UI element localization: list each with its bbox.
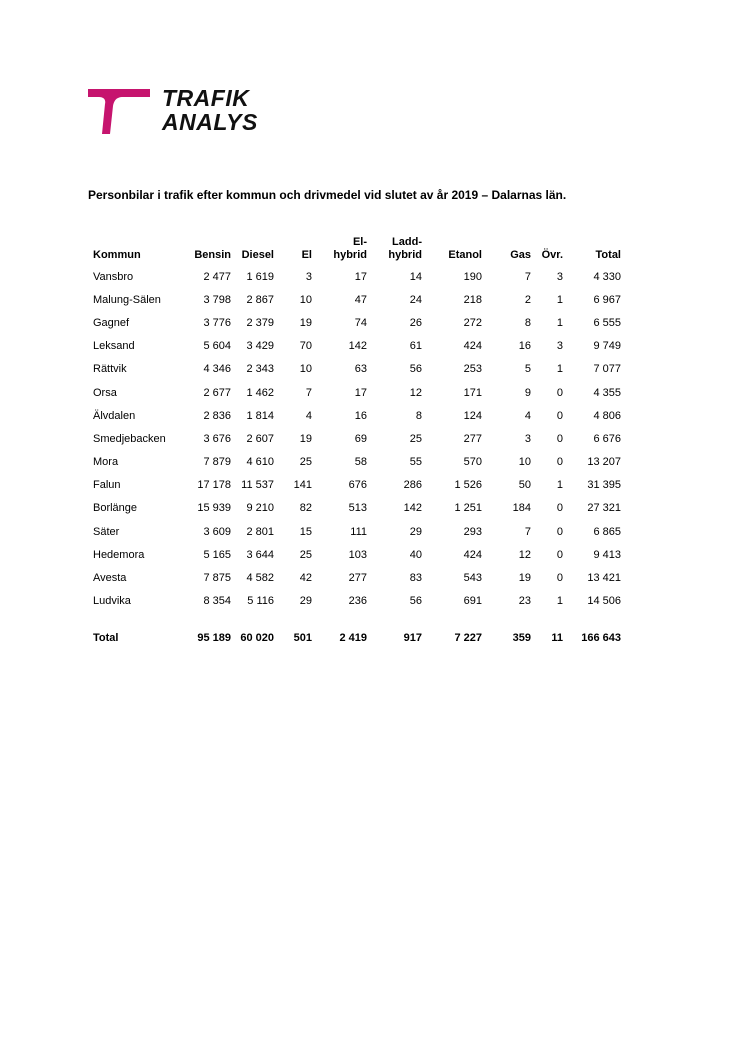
value-cell: 26 [409, 316, 422, 329]
value-cell: 11 537 [241, 479, 274, 492]
value-cell: 47 [354, 293, 367, 306]
kommun-cell: Smedjebacken [93, 432, 166, 445]
value-cell: 3 798 [203, 293, 231, 306]
value-cell: 12 [518, 548, 531, 561]
value-cell: 25 [299, 548, 312, 561]
value-cell: 272 [463, 316, 482, 329]
value-cell: 111 [350, 525, 367, 538]
value-cell: 7 077 [593, 363, 621, 376]
kommun-cell: Säter [93, 525, 120, 538]
value-cell: 9 749 [593, 340, 621, 353]
value-cell: 4 355 [593, 386, 621, 399]
value-cell: 25 [299, 456, 312, 469]
value-cell: 82 [299, 502, 312, 515]
value-cell: 141 [293, 479, 312, 492]
kommun-cell: Älvdalen [93, 409, 136, 422]
value-cell: 95 189 [197, 632, 231, 645]
value-cell: 917 [403, 632, 422, 645]
value-cell: 1 [556, 316, 563, 329]
value-cell: 1 619 [246, 270, 274, 283]
value-cell: 14 [409, 270, 422, 283]
value-cell: 5 165 [203, 548, 231, 561]
value-cell: 3 [305, 270, 312, 283]
value-cell: 56 [409, 363, 422, 376]
value-cell: 286 [403, 479, 422, 492]
value-cell: 691 [463, 595, 482, 608]
value-cell: 14 506 [587, 595, 621, 608]
value-cell: 3 776 [203, 316, 231, 329]
table-row [88, 566, 621, 589]
value-cell: 4 806 [593, 409, 621, 422]
value-cell: 8 [415, 409, 422, 422]
kommun-cell: Rättvik [93, 363, 127, 376]
value-cell: 1 [556, 479, 563, 492]
value-cell: 9 [524, 386, 531, 399]
logo-mark-icon [88, 86, 154, 136]
kommun-cell: Borlänge [93, 502, 138, 515]
table-row [88, 520, 621, 543]
value-cell: 29 [299, 595, 312, 608]
col-header-diesel: Diesel [241, 249, 274, 261]
value-cell: 4 330 [593, 270, 621, 283]
logo-line-1: TRAFIK [162, 85, 250, 111]
table-row [88, 288, 621, 311]
value-cell: 8 [524, 316, 531, 329]
value-cell: 5 604 [203, 340, 231, 353]
kommun-cell: Leksand [93, 340, 135, 353]
value-cell: 424 [463, 340, 482, 353]
logo-wordmark [162, 86, 258, 134]
value-cell: 184 [512, 502, 531, 515]
value-cell: 7 879 [203, 456, 231, 469]
logo-line-2: ANALYS [162, 109, 258, 135]
value-cell: 16 [518, 340, 531, 353]
value-cell: 70 [299, 340, 312, 353]
kommun-cell: Gagnef [93, 316, 130, 329]
value-cell: 9 210 [246, 502, 274, 515]
value-cell: 3 [556, 340, 563, 353]
value-cell: 3 429 [246, 340, 274, 353]
value-cell: 31 395 [587, 479, 621, 492]
value-cell: 0 [556, 548, 563, 561]
value-cell: 2 801 [246, 525, 274, 538]
value-cell: 69 [354, 432, 367, 445]
value-cell: 2 477 [203, 270, 231, 283]
col-header-total: Total [595, 249, 621, 261]
table-row [88, 311, 621, 334]
value-cell: 9 413 [593, 548, 621, 561]
value-cell: 1 814 [246, 409, 274, 422]
value-cell: 27 321 [587, 502, 621, 515]
value-cell: 6 865 [593, 525, 621, 538]
value-cell: 0 [556, 409, 563, 422]
value-cell: 2 607 [246, 432, 274, 445]
value-cell: 13 207 [587, 456, 621, 469]
value-cell: 0 [556, 386, 563, 399]
value-cell: 40 [409, 548, 422, 561]
table-row [88, 381, 621, 404]
value-cell: 1 [556, 363, 563, 376]
value-cell: 2 379 [246, 316, 274, 329]
kommun-cell: Mora [93, 456, 119, 469]
value-cell: 50 [518, 479, 531, 492]
value-cell: 3 [556, 270, 563, 283]
value-cell: 253 [463, 363, 482, 376]
value-cell: 2 [524, 293, 531, 306]
value-cell: 17 [354, 386, 367, 399]
table-header-row [88, 236, 621, 265]
col-header-bensin: Bensin [194, 249, 231, 261]
value-cell: 676 [348, 479, 367, 492]
value-cell: 6 555 [593, 316, 621, 329]
value-cell: 2 419 [339, 632, 367, 645]
kommun-cell: Falun [93, 479, 121, 492]
value-cell: 2 343 [246, 363, 274, 376]
value-cell: 19 [518, 572, 531, 585]
value-cell: 293 [463, 525, 482, 538]
value-cell: 42 [299, 572, 312, 585]
kommun-cell: Orsa [93, 386, 117, 399]
value-cell: 5 [524, 363, 531, 376]
table-body [88, 265, 621, 650]
value-cell: 15 [299, 525, 312, 538]
value-cell: 424 [463, 548, 482, 561]
value-cell: 60 020 [240, 632, 274, 645]
value-cell: 2 677 [203, 386, 231, 399]
value-cell: 142 [348, 340, 367, 353]
value-cell: 0 [556, 456, 563, 469]
table-row [88, 590, 621, 613]
trafikanalys-logo [88, 86, 268, 138]
value-cell: 61 [409, 340, 422, 353]
col-header-el: El [301, 249, 312, 261]
value-cell: 5 116 [247, 595, 274, 608]
value-cell: 190 [463, 270, 482, 283]
value-cell: 7 [305, 386, 312, 399]
value-cell: 359 [512, 632, 531, 645]
value-cell: 23 [518, 595, 531, 608]
col-header-laddhybrid: Ladd- hybrid [388, 236, 422, 261]
value-cell: 17 [354, 270, 367, 283]
value-cell: 3 [524, 432, 531, 445]
value-cell: 171 [463, 386, 482, 399]
value-cell: 1 [556, 293, 563, 306]
value-cell: 58 [354, 456, 367, 469]
value-cell: 166 643 [581, 632, 621, 645]
kommun-cell: Hedemora [93, 548, 145, 561]
value-cell: 10 [299, 293, 312, 306]
value-cell: 3 609 [203, 525, 231, 538]
col-header-gas: Gas [510, 249, 531, 261]
value-cell: 501 [293, 632, 312, 645]
table-row [88, 265, 621, 288]
value-cell: 277 [348, 572, 367, 585]
value-cell: 7 875 [203, 572, 231, 585]
value-cell: 0 [556, 525, 563, 538]
value-cell: 1 [556, 595, 563, 608]
value-cell: 15 939 [197, 502, 231, 515]
value-cell: 142 [403, 502, 422, 515]
value-cell: 63 [354, 363, 367, 376]
value-cell: 0 [556, 502, 563, 515]
value-cell: 7 [524, 270, 531, 283]
table-row [88, 474, 621, 497]
value-cell: 103 [348, 548, 367, 561]
value-cell: 124 [463, 409, 482, 422]
value-cell: 8 354 [203, 595, 231, 608]
value-cell: 4 [524, 409, 531, 422]
table-row [88, 427, 621, 450]
value-cell: 218 [463, 293, 482, 306]
value-cell: 277 [463, 432, 482, 445]
value-cell: 1 462 [246, 386, 274, 399]
value-cell: 19 [299, 316, 312, 329]
value-cell: 12 [409, 386, 422, 399]
value-cell: 7 [524, 525, 531, 538]
kommun-cell: Total [93, 632, 119, 645]
col-header-elhybrid: El- hybrid [333, 236, 367, 261]
kommun-cell: Ludvika [93, 595, 131, 608]
value-cell: 24 [409, 293, 422, 306]
value-cell: 10 [518, 456, 531, 469]
total-row [88, 627, 621, 650]
value-cell: 1 251 [454, 502, 482, 515]
value-cell: 0 [556, 432, 563, 445]
col-header-kommun: Kommun [93, 249, 141, 261]
value-cell: 10 [299, 363, 312, 376]
value-cell: 83 [409, 572, 422, 585]
value-cell: 3 676 [203, 432, 231, 445]
value-cell: 11 [551, 632, 563, 645]
table-row [88, 358, 621, 381]
value-cell: 570 [463, 456, 482, 469]
value-cell: 4 [305, 409, 312, 422]
kommun-cell: Malung-Sälen [93, 293, 161, 306]
value-cell: 236 [348, 595, 367, 608]
value-cell: 16 [354, 409, 367, 422]
value-cell: 7 227 [454, 632, 482, 645]
value-cell: 0 [556, 572, 563, 585]
col-header-etanol: Etanol [448, 249, 482, 261]
table-row [88, 404, 621, 427]
value-cell: 513 [348, 502, 367, 515]
value-cell: 13 421 [587, 572, 621, 585]
value-cell: 543 [463, 572, 482, 585]
table-row [88, 451, 621, 474]
col-header-ovr: Övr. [541, 249, 563, 261]
value-cell: 3 644 [246, 548, 274, 561]
spacer-cell [88, 613, 621, 627]
kommun-cell: Avesta [93, 572, 127, 585]
vehicles-table [88, 236, 621, 650]
value-cell: 19 [299, 432, 312, 445]
table-row [88, 335, 621, 358]
value-cell: 4 346 [203, 363, 231, 376]
value-cell: 2 867 [246, 293, 274, 306]
table-row [88, 497, 621, 520]
value-cell: 25 [409, 432, 422, 445]
value-cell: 6 676 [593, 432, 621, 445]
value-cell: 29 [409, 525, 422, 538]
value-cell: 2 836 [203, 409, 231, 422]
value-cell: 74 [354, 316, 367, 329]
kommun-cell: Vansbro [93, 270, 134, 283]
value-cell: 4 610 [246, 456, 274, 469]
table-row [88, 543, 621, 566]
value-cell: 4 582 [246, 572, 274, 585]
table-spacer [88, 613, 621, 627]
value-cell: 6 967 [593, 293, 621, 306]
value-cell: 55 [409, 456, 422, 469]
document-title: Personbilar i trafik efter kommun och drivmedel vid slutet av år 2019 – Dalarnas län. [88, 188, 567, 202]
value-cell: 56 [409, 595, 422, 608]
value-cell: 1 526 [454, 479, 482, 492]
value-cell: 17 178 [197, 479, 231, 492]
